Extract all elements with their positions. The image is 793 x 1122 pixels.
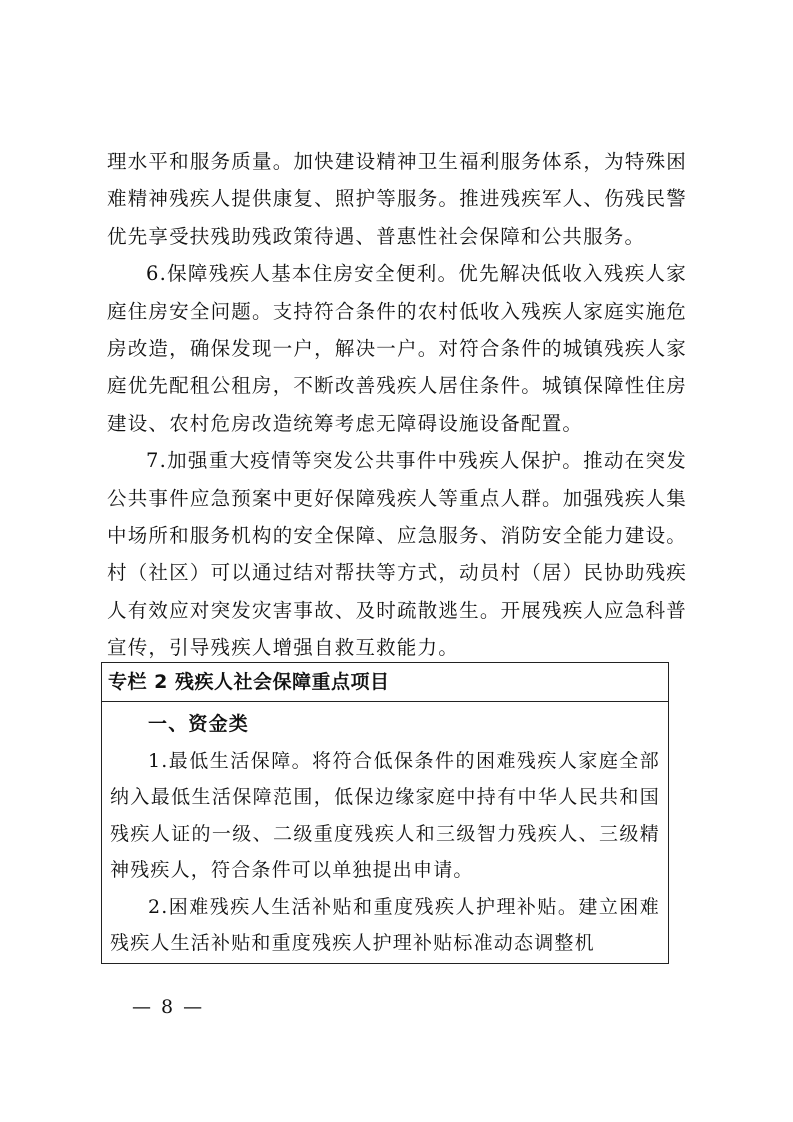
box-subheading: 一、资金类 bbox=[148, 713, 250, 735]
box-item-2: 2.困难残疾人生活补贴和重度残疾人护理补贴。建立困难残疾人生活补贴和重度残疾人护理补贴标准动态调整机 bbox=[110, 895, 660, 954]
paragraph-emergency: 7.加强重大疫情等突发公共事件中残疾人保护。推动在突发公共事件应急预案中更好保障残疾人等重点人群。加强残疾人集中场所和服务机构的安全保障、应急服务、消防安全能力建设。村（社区）可以通过结对帮扶等方式，动员村（居）民协助残疾人有效应对突发灾害事故、及时疏散逃生。开展残疾人应急科普宣传，引导残疾人增强自救互救能力。 bbox=[107, 449, 687, 660]
box-body bbox=[102, 702, 668, 962]
body-text bbox=[107, 143, 687, 667]
paragraph-continued: 理水平和服务质量。加快建设精神卫生福利服务体系，为特殊困难精神残疾人提供康复、照护等服务。推进残疾军人、伤残民警优先享受扶残助残政策待遇、普惠性社会保障和公共服务。 bbox=[107, 150, 687, 248]
box-item-1: 1.最低生活保障。将符合低保条件的困难残疾人家庭全部纳入最低生活保障范围，低保边缘家庭中持有中华人民共和国残疾人证的一级、二级重度残疾人和三级智力残疾人、三级精神残疾人，符合条件可以单独提出申请。 bbox=[110, 749, 660, 881]
box-title: 专栏 2 残疾人社会保障重点项目 bbox=[102, 663, 668, 702]
special-column-box bbox=[101, 662, 669, 964]
page-number: — 8 — bbox=[132, 996, 205, 1018]
paragraph-housing: 6.保障残疾人基本住房安全便利。优先解决低收入残疾人家庭住房安全问题。支持符合条件的农村低收入残疾人家庭实施危房改造，确保发现一户，解决一户。对符合条件的城镇残疾人家庭优先配租公租房，不断改善残疾人居住条件。城镇保障性住房建设、农村危房改造统筹考虑无障碍设施设备配置。 bbox=[107, 262, 687, 435]
